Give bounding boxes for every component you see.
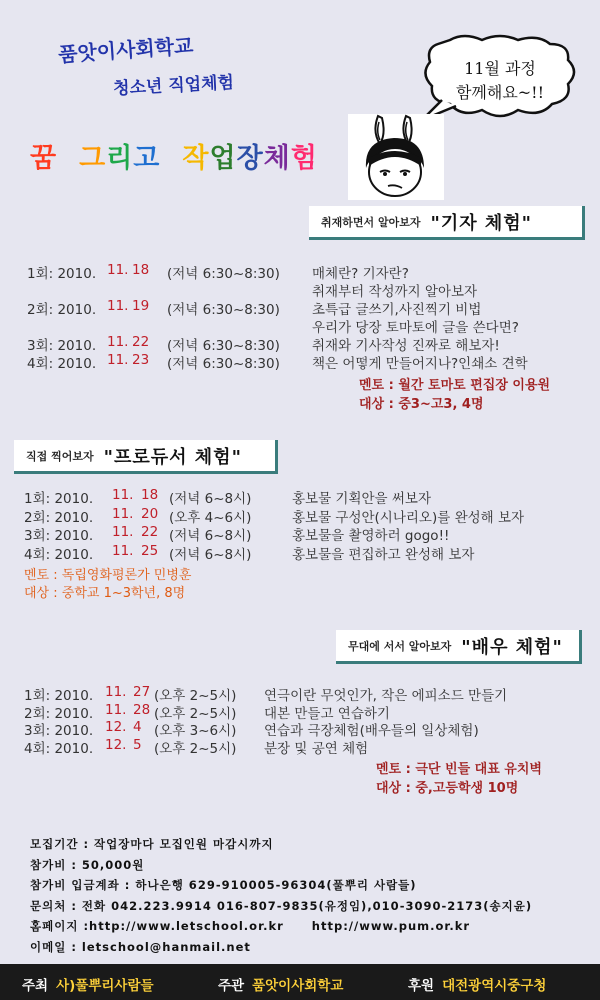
contact-info: 문의처 : 전화 042.223.9914 016-807-9835(유정임),010-3090-2173(송지윤) [30,898,533,913]
row-time: (저녁 6~8시) [169,491,252,507]
row-pre: 2회: 2010. [24,705,94,722]
row-time: (저녁 6:30~8:30) [167,356,280,372]
row-pre: 4회: 2010. [27,356,97,372]
organizer-label: 주관 [218,978,245,994]
row-day: 5 [133,736,142,753]
row-mo: 11. [112,524,134,540]
homepage-link-2[interactable]: http://www.pum.or.kr [311,919,471,933]
row-pre: 2회: 2010. [24,509,94,526]
row-mo: 11. [107,298,129,314]
row-time: (저녁 6:30~8:30) [167,302,280,318]
sponsor-value: 대전광역시중구청 [442,978,547,994]
schedule-row [24,684,594,702]
title-char: 꿈 [30,143,58,174]
row-desc: 취재와 기사작성 진짜로 해보자! [312,338,500,354]
row-desc: 초특급 글쓰기,사진찍기 비법 [312,302,482,318]
row-time: (오후 2~5시) [154,740,237,757]
section-header-producer [14,440,278,474]
row-pre: 3회: 2010. [24,528,94,544]
schedule-row [24,487,594,506]
bubble-line-2: 함께해요~!! [455,83,545,102]
row-day: 18 [141,487,159,503]
footer-host [22,974,154,994]
row-mo: 11. [112,505,134,522]
schedule-row [24,506,594,525]
row-day: 28 [133,701,151,718]
bubble-line-1: 11월 과정 [464,59,536,78]
main-title [30,136,318,175]
row-pre: 3회: 2010. [24,723,94,739]
row-mo: 11. [112,487,134,503]
schedule-row [24,543,594,562]
row-time: (오후 2~5시) [154,705,237,722]
row-day: 18 [132,262,150,278]
row-day: 22 [132,334,150,350]
mentor-producer: 멘토 : 독립영화평론가 민병훈 [24,568,192,583]
section-subtitle: 취재하면서 알아보자 [321,215,421,229]
footer-sponsor [408,974,546,994]
host-label: 주최 [22,978,49,994]
homepage-label: 홈페이지 : [30,919,90,933]
row-day: 25 [141,542,159,559]
row-mo: 11. [107,334,129,350]
row-day: 4 [133,719,142,735]
row-pre: 4회: 2010. [24,546,94,563]
homepage-link-1[interactable]: http://www.letschool.or.kr [89,919,284,933]
program-name: 청소년 직업체험 [112,72,235,100]
schedule-row [27,334,597,352]
row-time: (저녁 6:30~8:30) [167,266,280,282]
row-desc: 책은 어떻게 만들어지나?인쇄소 견학 [312,356,528,372]
row-mo: 11. [107,352,129,368]
title-char: 업 [209,143,237,174]
title-char: 그 [79,143,107,174]
row-time: (저녁 6~8시) [169,528,252,544]
row-pre: 1회: 2010. [24,491,94,507]
section-title: "프로듀서 체험" [103,446,242,468]
sponsor-label: 후원 [408,978,435,994]
row-pre: 2회: 2010. [27,302,97,318]
row-time: (오후 2~5시) [154,688,237,704]
target-producer: 대상 : 중학교 1~3학년, 8명 [24,586,186,601]
section-title: "배우 체험" [461,636,563,658]
row-time: (저녁 6:30~8:30) [167,338,280,354]
title-char: 작 [182,143,210,174]
schedule-row [24,719,594,737]
row-time: (저녁 6~8시) [169,546,252,563]
row-pre: 4회: 2010. [24,740,94,757]
row-desc: 홍보물을 촬영하러 gogo!! [292,528,450,544]
recruit-period: 모집기간 : 작업장마다 모집인원 마감시까지 [30,837,274,851]
info-block [30,836,532,959]
row-desc: 매체란? 기자란? [312,266,409,282]
title-char: 장 [236,143,264,174]
org-name: 품앗이사회학교 [57,33,195,67]
schedule-producer [24,487,594,561]
schedule-reporter [27,262,597,370]
row-desc: 홍보물 구성안(시나리오)를 완성해 보자 [292,509,525,526]
title-char: 고 [133,143,161,174]
section-title: "기자 체험" [430,212,533,234]
footer-organizer [218,974,343,994]
mentor-reporter: 멘토 : 월간 토마토 편집장 이용원 [359,378,551,393]
host-value: 사)풀뿌리사람들 [56,978,154,994]
schedule-row [24,702,594,720]
row-time: (오후 4~6시) [169,509,252,526]
homepage-line [30,918,532,939]
mentor-actor: 멘토 : 극단 빈들 대표 유치벽 [376,762,542,777]
row-desc: 취재부터 작성까지 알아보자 [312,284,478,300]
fee-account: 참가비 입금계좌 : 하나은행 629-910005-96304(풀뿌리 사람들) [30,878,417,892]
row-day: 27 [133,684,151,700]
row-desc: 분장 및 공연 체험 [264,740,369,757]
title-char: 체 [263,143,291,174]
section-subtitle: 직접 찍어보자 [26,449,94,463]
row-mo: 11. [112,542,134,559]
row-day: 19 [132,298,150,314]
row-desc: 연극이란 무엇인가, 작은 에피소드 만들기 [264,688,508,704]
footer-bar [0,964,600,1000]
schedule-row [24,737,594,755]
row-mo: 11. [105,701,127,718]
row-pre: 3회: 2010. [27,338,97,354]
target-reporter: 대상 : 중3~고3, 4명 [359,397,484,412]
section-header-reporter [309,206,585,240]
schedule-row [27,316,597,334]
row-desc: 홍보물 기획안을 써보자 [292,491,431,507]
schedule-row [27,352,597,370]
schedule-row [27,280,597,298]
mascot-illustration [348,114,444,200]
row-day: 22 [141,524,159,540]
organizer-value: 품앗이사회학교 [252,978,344,994]
title-char: 험 [290,143,318,174]
section-subtitle: 무대에 서서 알아보자 [348,639,452,653]
title-char: 리 [106,143,134,174]
schedule-actor [24,684,594,757]
schedule-row [24,524,594,543]
email-line: 이메일 : letschool@hanmail.net [30,939,251,954]
row-desc: 홍보물을 편집하고 완성해 보자 [292,546,475,563]
row-mo: 11. [105,684,127,700]
participation-fee: 참가비 : 50,000원 [30,857,145,872]
row-pre: 1회: 2010. [24,688,94,704]
row-desc: 우리가 당장 토마토에 글을 쓴다면? [312,320,519,336]
row-day: 23 [132,352,150,368]
section-header-actor [336,630,582,664]
target-actor: 대상 : 중,고등학생 10명 [376,781,519,796]
row-mo: 12. [105,719,127,735]
row-time: (오후 3~6시) [154,723,237,739]
row-desc: 대본 만들고 연습하기 [264,705,390,722]
row-pre: 1회: 2010. [27,266,97,282]
schedule-row [27,298,597,316]
row-desc: 연습과 극장체험(배우들의 일상체험) [264,723,479,739]
row-day: 20 [141,505,159,522]
schedule-row [27,262,597,280]
speech-bubble [420,34,580,118]
row-mo: 11. [107,262,129,278]
row-mo: 12. [105,736,127,753]
